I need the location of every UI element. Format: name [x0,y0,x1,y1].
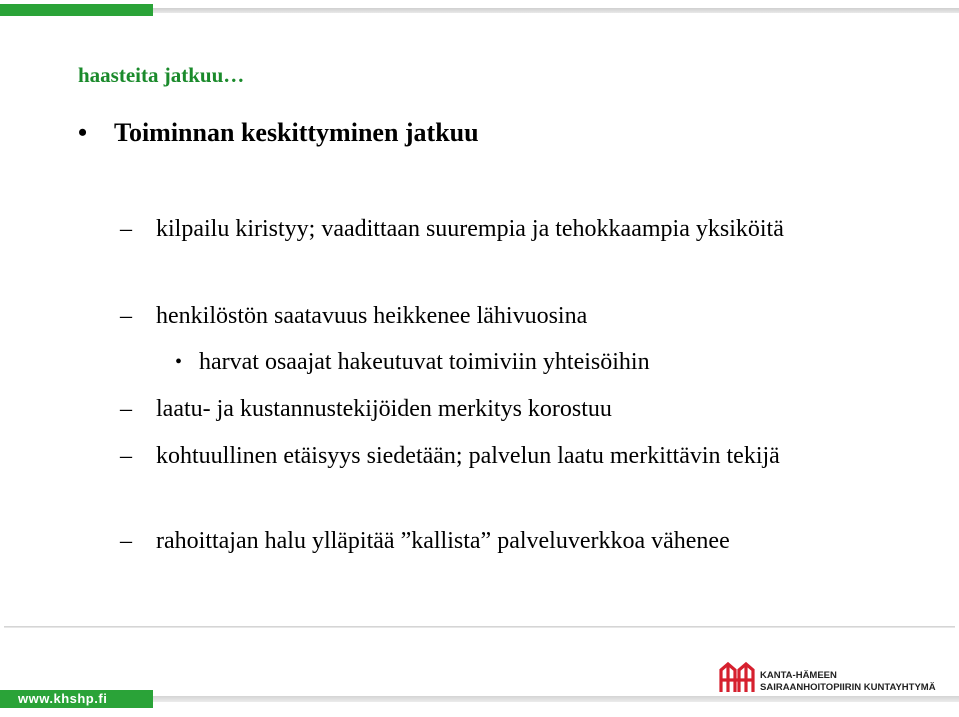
sub-sub-point-text: harvat osaajat hakeutuvat toimiviin yhteisöihin [199,349,650,375]
org-name-line2: SAIRAANHOITOPIIRIN KUNTAYHTYMÄ [760,682,936,693]
website-link[interactable]: www.khshp.fi [0,690,153,708]
sub-point-text: rahoittajan halu ylläpitää ”kallista” palveluverkkoa vähenee [156,528,730,554]
khshp-logo-icon [718,656,756,694]
sub-point-text: laatu- ja kustannustekijöiden merkitys korostuu [156,396,612,422]
sub-point-text: kilpailu kiristyy; vaadittaan suurempia ja tehokkaampia yksiköitä [156,216,784,242]
sub-point-text: kohtuullinen etäisyys siedetään; palvelun laatu merkittävin tekijä [156,443,780,469]
dash-icon: – [120,528,132,554]
org-name-line1: KANTA-HÄMEEN [760,670,837,681]
bottom-divider [4,626,955,628]
top-divider [153,8,959,13]
sub-point-text: henkilöstön saatavuus heikkenee lähivuosina [156,303,588,329]
dash-icon: – [120,216,132,242]
bullet-icon: • [78,118,88,147]
dash-icon: – [120,443,132,469]
organization-logo [718,656,948,696]
slide-title: haasteita jatkuu… [78,63,245,87]
dash-icon: – [120,303,132,329]
main-point-text: Toiminnan keskittyminen jatkuu [114,118,479,147]
dash-icon: – [120,396,132,422]
top-accent-bar [0,4,153,16]
bottom-accent-bar [153,696,959,702]
bullet-icon: • [175,351,183,373]
